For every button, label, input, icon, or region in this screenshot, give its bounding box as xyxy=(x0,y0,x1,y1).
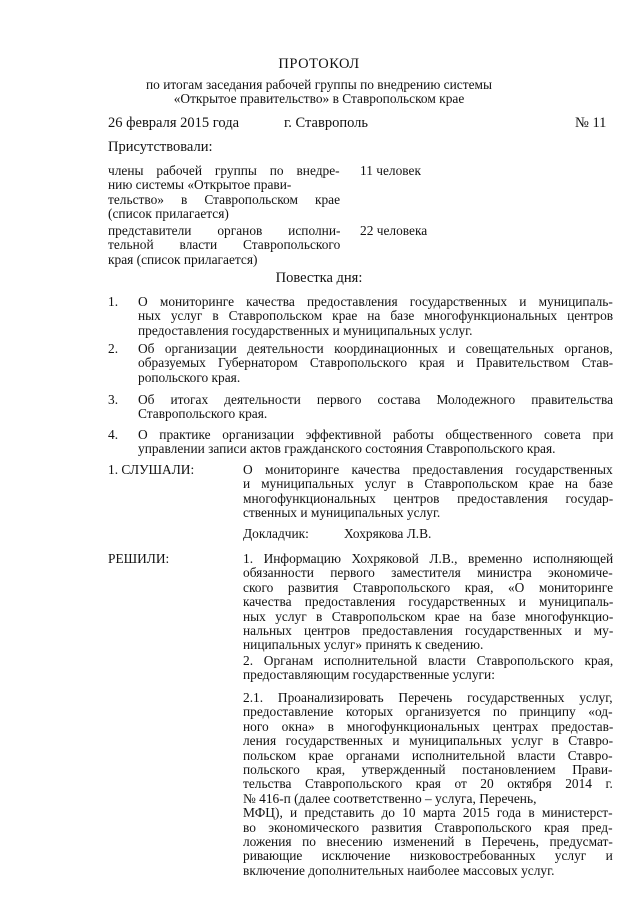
protocol-number: № 11 xyxy=(575,115,607,131)
protocol-date: 26 февраля 2015 года xyxy=(108,115,240,131)
attendance-line: края (список прилагается) xyxy=(108,251,258,267)
agenda-line: Ставропольского края. xyxy=(138,406,268,422)
attendance-line: представители органов исполни- xyxy=(108,223,341,238)
decision-line: ложения по внесению изменений в Перечень, предусмат- xyxy=(243,834,613,850)
attendance-label: Присутствовали: xyxy=(108,139,213,155)
decision-line: включение дополнительных наиболее массовых услуг. xyxy=(243,862,555,878)
heard-text xyxy=(243,463,613,521)
decision-line: тельства Ставропольского края от 20 октября 2014 г. xyxy=(243,776,613,792)
heard-line: О мониторинге качества предоставления государственных xyxy=(243,462,613,477)
protocol-city: г. Ставрополь xyxy=(284,115,369,131)
decision-line: ниципальных услуг» принять к сведению. xyxy=(243,637,484,653)
heard-line: многофункциональных центров предоставления государ- xyxy=(243,490,614,506)
decision-line: МФЦ), и представить до 10 марта 2015 года в министерст- xyxy=(243,805,613,821)
decision-line: 2. Органам исполнительной власти Ставропольского края, xyxy=(243,653,614,668)
agenda-line: ропольского края. xyxy=(138,369,241,385)
decision-line: ного окна» в многофункциональных центрах предостав- xyxy=(243,718,614,734)
agenda-line: образуемых Губернатором Ставропольского края и Правительством Став- xyxy=(138,355,614,371)
attendance-line: тельство» в Ставропольском крае xyxy=(108,191,341,207)
decision-line: обязанности первого заместителя министра экономиче- xyxy=(243,565,613,581)
attendance-count-officials: 22 человека xyxy=(360,223,428,238)
decision-paragraph xyxy=(243,691,613,878)
attendance-group-members xyxy=(108,164,340,222)
agenda-line: предоставления государственных и муниципальных услуг. xyxy=(138,322,473,338)
decision-line: 1. Информацию Хохряковой Л.В., временно исполняющей xyxy=(243,551,614,566)
agenda-item xyxy=(138,342,613,385)
decision-line: польского края, утвержденный постановлением Прави- xyxy=(243,762,613,778)
agenda-item-number: 4. xyxy=(108,427,119,442)
decision-line: ления государственных и муниципальных услуг в Ставро- xyxy=(243,733,614,749)
decision-paragraph xyxy=(243,654,613,683)
subtitle-line: «Открытое правительство» в Ставропольском крае xyxy=(173,91,465,107)
document-title: ПРОТОКОЛ xyxy=(278,56,360,72)
attendance-line: нию системы «Открытое прави- xyxy=(108,177,292,193)
decision-line: 2.1. Проанализировать Перечень государственных услуг, xyxy=(243,690,613,705)
decision-line: предоставление которых организуется по принципу «од- xyxy=(243,704,613,720)
reporter-name: Хохрякова Л.В. xyxy=(344,526,432,541)
decision-line: № 416-п (далее соответственно – услуга, Перечень, xyxy=(243,790,537,806)
agenda-item xyxy=(138,393,613,422)
agenda-line: О практике организации эффективной работы общественного совета при xyxy=(138,427,614,442)
agenda-line: О мониторинге качества предоставления государственных и муниципаль- xyxy=(138,294,613,309)
agenda-line: Об организации деятельности координационных и совещательных органов, xyxy=(138,341,613,356)
reporter-label: Докладчик: xyxy=(243,526,309,541)
attendance-group-officials xyxy=(108,224,340,267)
agenda-line: Об итогах деятельности первого состава Молодежного правительства xyxy=(138,392,614,407)
heard-line: и муниципальных услуг в Ставропольском крае на базе xyxy=(243,476,613,492)
decided-label: РЕШИЛИ: xyxy=(108,551,170,566)
decision-line: ных услуг в Ставропольском крае на базе многофункцио- xyxy=(243,608,614,624)
attendance-line: (список прилагается) xyxy=(108,206,229,222)
decision-line: польском крае органами исполнительной власти Ставро- xyxy=(243,747,613,763)
document-subtitle xyxy=(0,78,638,107)
agenda-item xyxy=(138,295,613,338)
heard-label: 1. СЛУШАЛИ: xyxy=(108,462,195,477)
agenda-title: Повестка дня: xyxy=(275,270,363,286)
attendance-line: члены рабочей группы по внедре- xyxy=(108,163,340,178)
agenda-item-number: 2. xyxy=(108,341,119,356)
decision-line: качества предоставления государственных и муниципаль- xyxy=(243,594,614,610)
decision-line: предоставляющим государственные услуги: xyxy=(243,667,495,683)
attendance-line: тельной власти Ставропольского xyxy=(108,237,341,253)
decision-line: ривающие исключение низковостребованных услуг и xyxy=(243,848,613,864)
agenda-line: ных услуг в Ставропольском крае на базе многофункциональных центров xyxy=(138,308,614,324)
attendance-count-members: 11 человек xyxy=(360,163,421,178)
decision-line: во экономического развития Ставропольского края пред- xyxy=(243,819,613,835)
agenda-item-number: 3. xyxy=(108,392,119,407)
agenda-item xyxy=(138,428,613,457)
decision-paragraph xyxy=(243,552,613,653)
subtitle-line: по итогам заседания рабочей группы по внедрению системы xyxy=(146,77,492,92)
agenda-item-number: 1. xyxy=(108,294,119,309)
heard-line: ственных и муниципальных услуг. xyxy=(243,505,441,521)
decision-line: ского развития Ставропольского края, «О мониторинге xyxy=(243,579,614,595)
agenda-line: управлении записи актов гражданского состояния Ставропольского края. xyxy=(138,441,556,457)
decision-line: нальных центров предоставления государственных и му- xyxy=(243,623,614,639)
